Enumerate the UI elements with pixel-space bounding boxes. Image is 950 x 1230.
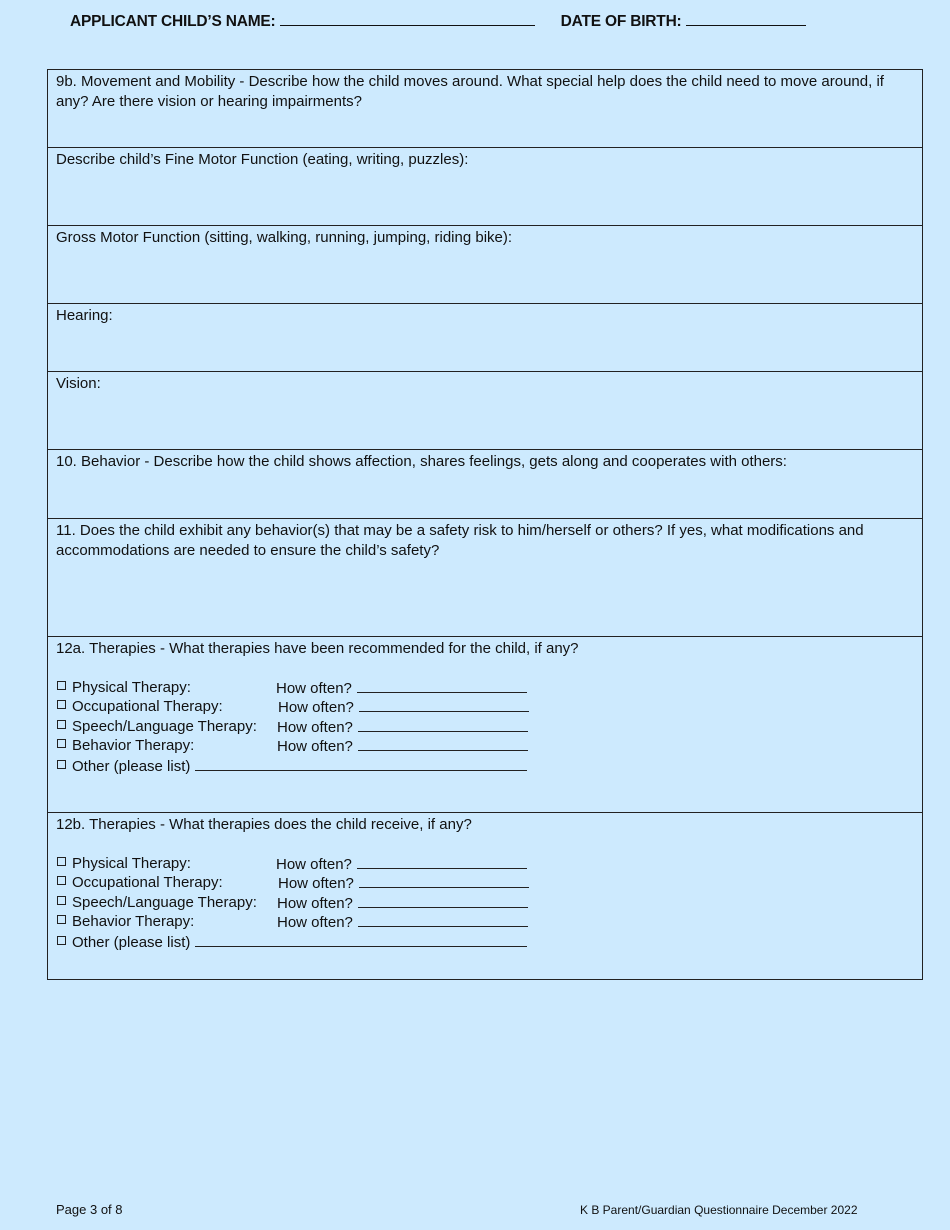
therapy-label: Speech/Language Therapy: <box>72 893 257 911</box>
speech-therapy-checkbox[interactable] <box>57 896 66 905</box>
question-vision: Vision: <box>56 375 101 392</box>
speech-therapy-checkbox[interactable] <box>57 720 66 729</box>
therapy-label: Speech/Language Therapy: <box>72 717 257 735</box>
question-fine-motor: Describe child’s Fine Motor Function (eating, writing, puzzles): <box>56 151 469 168</box>
therapy-row-behavior <box>56 736 914 756</box>
occupational-therapy-checkbox[interactable] <box>57 876 66 885</box>
therapy-label: Other (please list) <box>72 933 191 951</box>
therapy-row-occupational <box>56 873 914 893</box>
therapy-label: Behavior Therapy: <box>72 737 195 754</box>
how-often-group <box>278 697 529 718</box>
page-number: Page 3 of 8 <box>56 1202 123 1217</box>
therapy-row-other <box>56 756 914 776</box>
question-hearing: Hearing: <box>56 307 113 324</box>
how-often-group <box>277 893 528 914</box>
section-hearing[interactable] <box>48 304 922 372</box>
occupational-therapy-checkbox[interactable] <box>57 700 66 709</box>
section-12b-received-therapies <box>48 813 922 980</box>
therapy-label: Behavior Therapy: <box>72 913 195 930</box>
other-therapy-field[interactable] <box>195 756 527 771</box>
child-name-label: APPLICANT CHILD’S NAME: <box>70 13 276 30</box>
behavior-therapy-checkbox[interactable] <box>57 915 66 924</box>
question-12b: 12b. Therapies - What therapies does the child receive, if any? <box>56 816 472 833</box>
question-gross-motor: Gross Motor Function (sitting, walking, running, jumping, riding bike): <box>56 229 513 246</box>
child-name-field[interactable] <box>280 12 535 26</box>
therapy-row-physical <box>56 678 914 698</box>
how-often-label: How often? <box>278 699 354 716</box>
applicant-header <box>70 12 806 31</box>
how-often-group <box>277 912 528 933</box>
how-often-label: How often? <box>277 894 353 912</box>
therapy-row-occupational <box>56 697 914 717</box>
section-vision[interactable] <box>48 372 922 450</box>
document-title: K B Parent/Guardian Questionnaire December 2022 <box>580 1203 858 1217</box>
question-9b: 9b. Movement and Mobility - Describe how the child moves around. What special help does the child need to move around, if any? Are there vision or hearing impairments? <box>56 73 884 110</box>
therapy-label: Occupational Therapy: <box>72 874 223 891</box>
section-12a-recommended-therapies <box>48 637 922 813</box>
how-often-group <box>276 678 527 699</box>
section-9b-movement[interactable] <box>48 70 922 148</box>
question-12a: 12a. Therapies - What therapies have been recommended for the child, if any? <box>56 640 579 657</box>
how-often-label: How often? <box>276 679 352 697</box>
how-often-group <box>277 736 528 757</box>
how-often-field[interactable] <box>358 912 528 927</box>
question-10: 10. Behavior - Describe how the child shows affection, shares feelings, gets along and cooperates with others: <box>56 453 787 470</box>
therapy-label: Physical Therapy: <box>72 678 191 696</box>
how-often-label: How often? <box>277 718 353 736</box>
therapy-row-speech <box>56 893 914 913</box>
how-often-group <box>276 854 527 875</box>
section-gross-motor[interactable] <box>48 226 922 304</box>
how-often-label: How often? <box>277 914 353 931</box>
therapy-row-speech <box>56 717 914 737</box>
therapy-label: Other (please list) <box>72 757 191 775</box>
therapy-row-behavior <box>56 912 914 932</box>
therapy-list-12a <box>56 678 914 776</box>
how-often-label: How often? <box>277 738 353 755</box>
physical-therapy-checkbox[interactable] <box>57 681 66 690</box>
how-often-field[interactable] <box>357 854 527 869</box>
dob-field[interactable] <box>686 12 806 26</box>
how-often-group <box>278 873 529 894</box>
other-therapy-checkbox[interactable] <box>57 760 66 769</box>
section-11-safety[interactable] <box>48 519 922 637</box>
therapy-row-other <box>56 932 914 952</box>
therapy-label: Occupational Therapy: <box>72 698 223 715</box>
section-10-behavior[interactable] <box>48 450 922 519</box>
other-therapy-checkbox[interactable] <box>57 936 66 945</box>
behavior-therapy-checkbox[interactable] <box>57 739 66 748</box>
question-11: 11. Does the child exhibit any behavior(s) that may be a safety risk to him/herself or others? If yes, what modifications and accommodations are needed to ensure the child’s safety? <box>56 522 864 559</box>
therapy-list-12b <box>56 854 914 952</box>
how-often-field[interactable] <box>358 893 528 908</box>
how-often-field[interactable] <box>358 717 528 732</box>
how-often-field[interactable] <box>357 678 527 693</box>
therapy-row-physical <box>56 854 914 874</box>
therapy-label: Physical Therapy: <box>72 854 191 872</box>
section-fine-motor[interactable] <box>48 148 922 226</box>
how-often-group <box>277 717 528 738</box>
how-often-field[interactable] <box>358 736 528 751</box>
other-therapy-field[interactable] <box>195 932 527 947</box>
how-often-field[interactable] <box>359 873 529 888</box>
how-often-field[interactable] <box>359 697 529 712</box>
how-often-label: How often? <box>276 855 352 873</box>
questionnaire-table <box>47 69 923 980</box>
physical-therapy-checkbox[interactable] <box>57 857 66 866</box>
dob-label: DATE OF BIRTH: <box>560 13 682 30</box>
how-often-label: How often? <box>278 875 354 892</box>
